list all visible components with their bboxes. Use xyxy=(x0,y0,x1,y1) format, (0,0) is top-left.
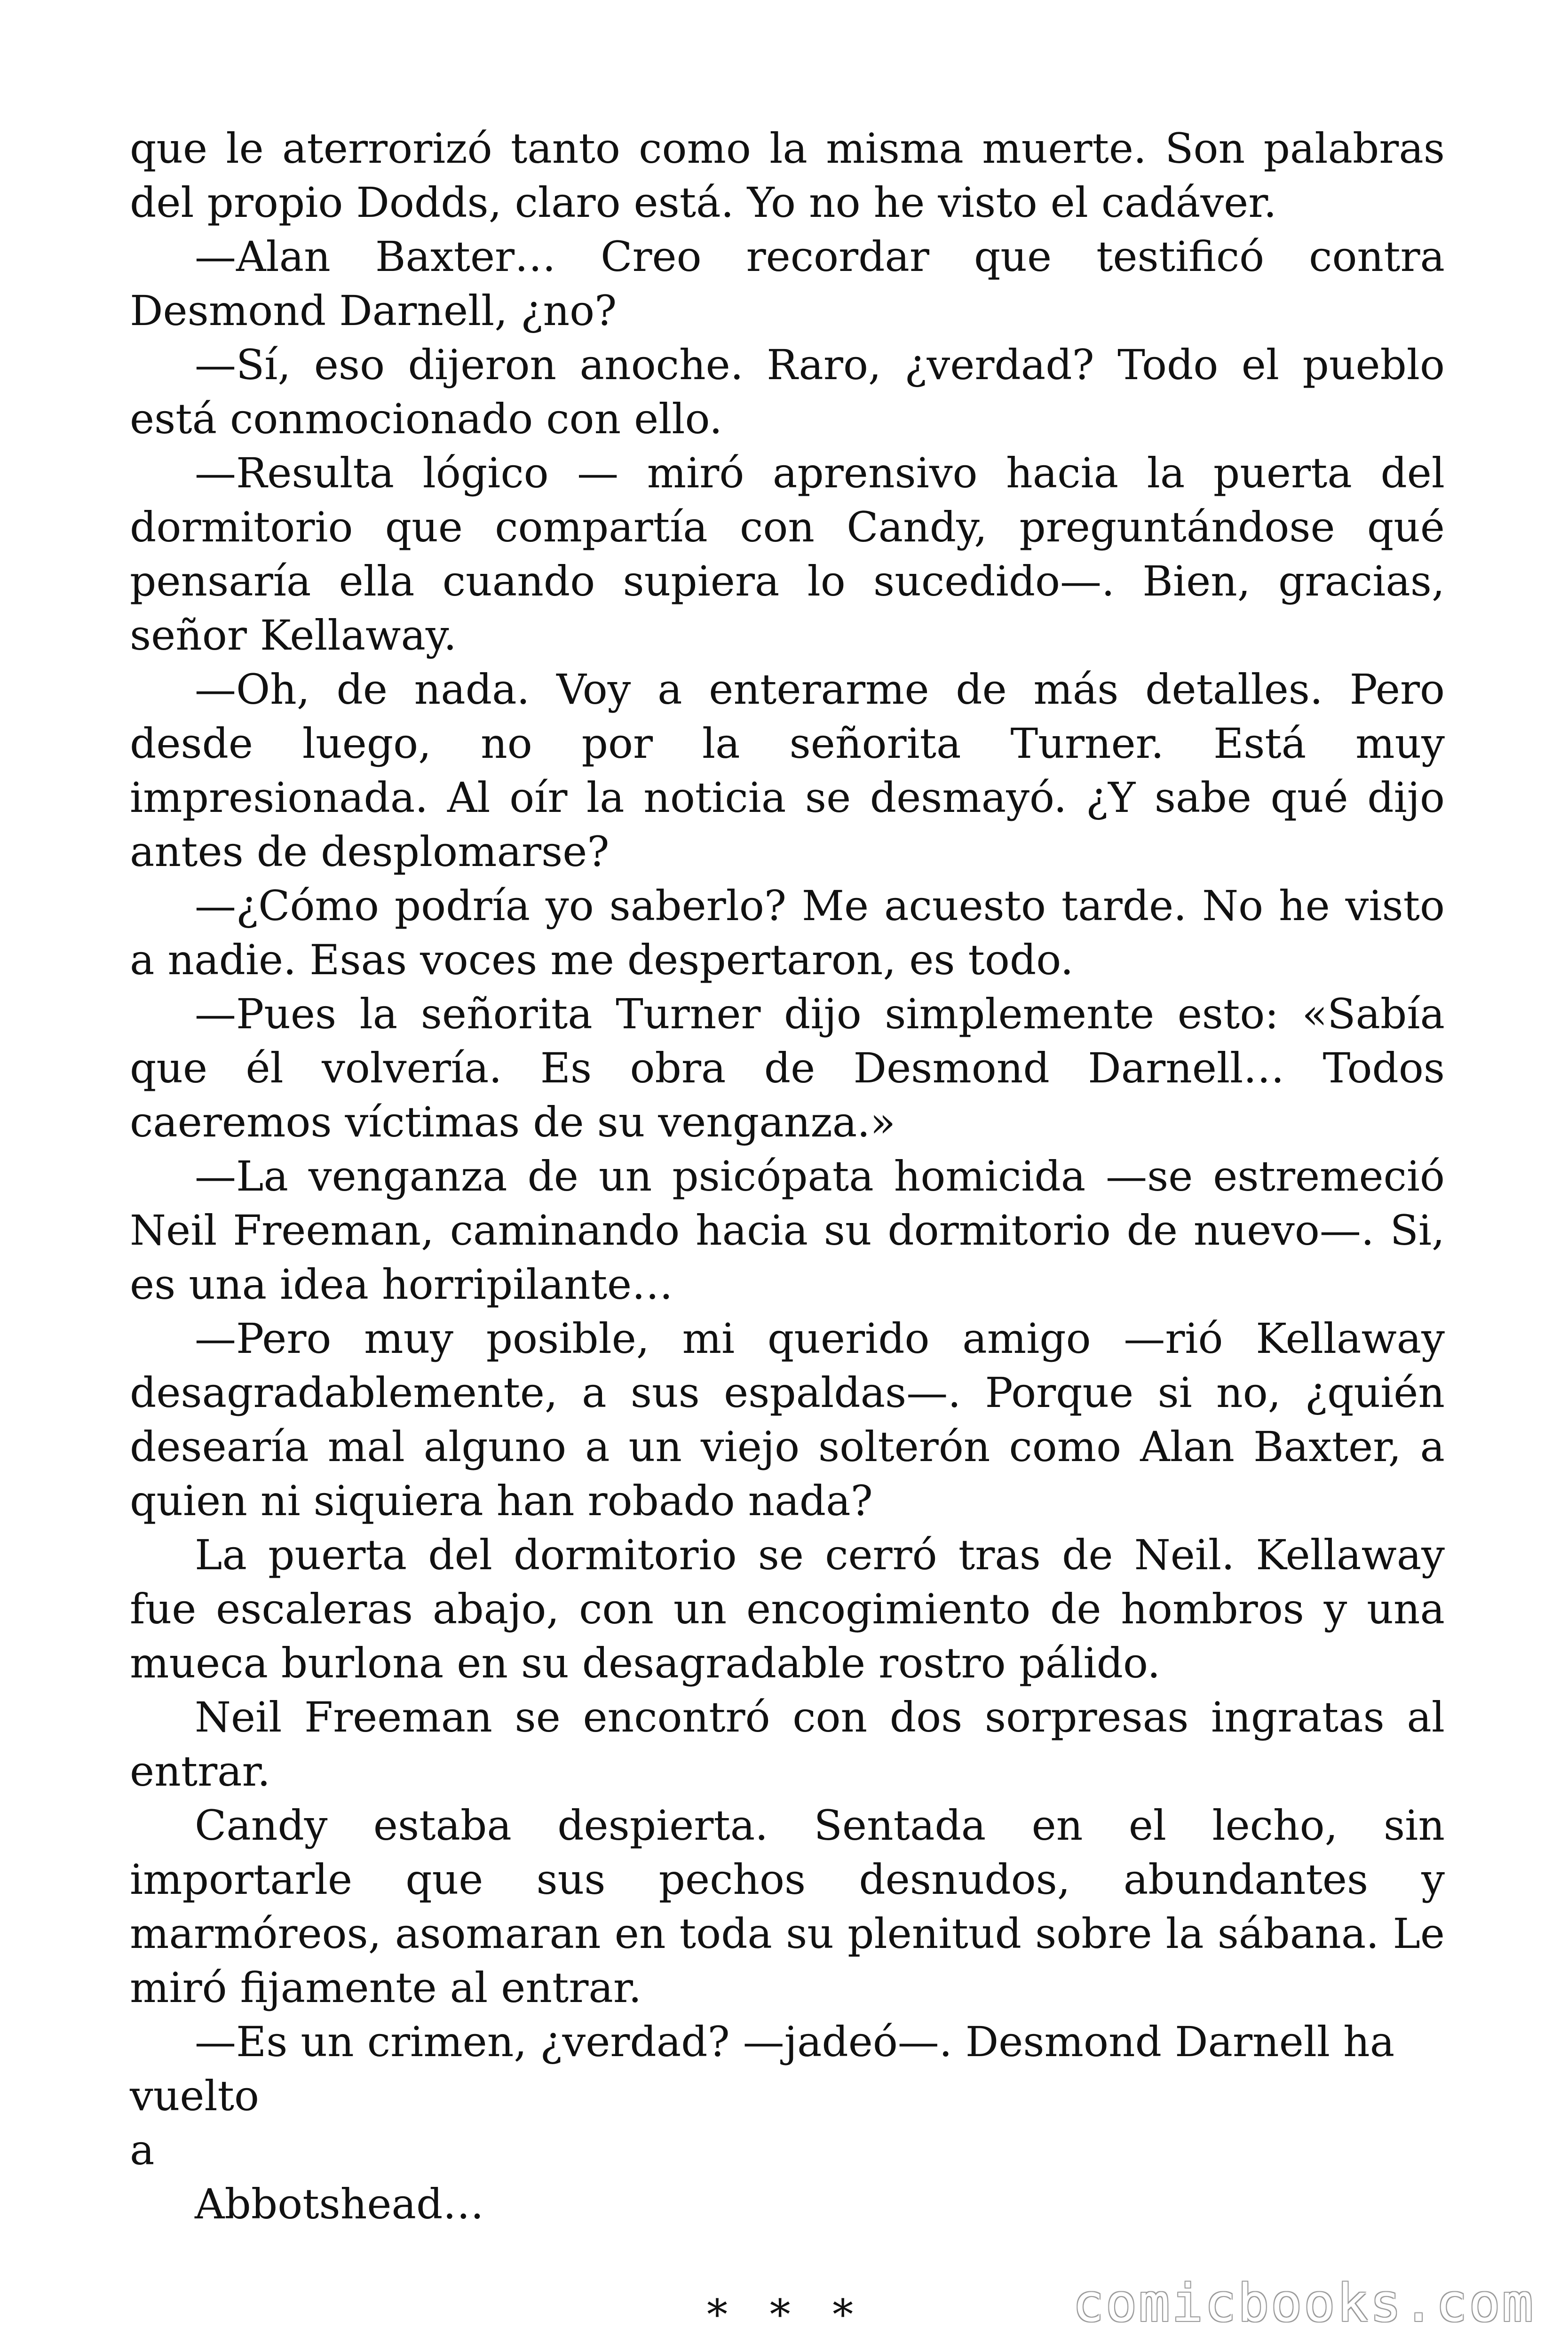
paragraph-3: —Sí, eso dijeron anoche. Raro, ¿verdad? Todo el pueblo está conmocionado con ello. xyxy=(130,341,1445,443)
paragraph-9: —Pero muy posible, mi querido amigo —rió Kellaway desagradablemente, a sus espaldas—. Porque si no, ¿quién desearía mal alguno a un viejo solterón como Alan Baxter, a quien ni siquiera han robado nada? xyxy=(130,1314,1445,1525)
paragraph-14: Abbotshead… xyxy=(195,2180,484,2228)
paragraph-6: —¿Cómo podría yo saberlo? Me acuesto tarde. No he visto a nadie. Esas voces me despertaron, es todo. xyxy=(130,882,1445,984)
watermark-logo: comicbooks.com xyxy=(1072,2273,1535,2333)
paragraph-7: —Pues la señorita Turner dijo simplemente esto: «Sabía que él volvería. Es obra de Desmond Darnell… Todos caeremos víctimas de su venganza.» xyxy=(130,990,1445,1146)
paragraph-5: —Oh, de nada. Voy a enterarme de más detalles. Pero desde luego, no por la señorita Turner. Está muy impresionada. Al oír la noticia se desmayó. ¿Y sabe qué dijo antes de desplomarse? xyxy=(130,665,1445,876)
paragraph-2: —Alan Baxter… Creo recordar que testificó contra Desmond Darnell, ¿no? xyxy=(130,232,1445,335)
paragraph-1: que le aterrorizó tanto como la misma muerte. Son palabras del propio Dodds, claro está. Yo no he visto el cadáver. xyxy=(130,124,1445,227)
page-body xyxy=(130,121,1445,2352)
paragraph-11: Neil Freeman se encontró con dos sorpresas ingratas al entrar. xyxy=(130,1693,1445,1796)
paragraph-4: —Resulta lógico — miró aprensivo hacia la puerta del dormitorio que compartía con Candy, preguntándose qué pensaría ella cuando supiera lo sucedido—. Bien, gracias, señor Kellaway. xyxy=(130,449,1445,660)
paragraph-13: —Es un crimen, ¿verdad? —jadeó—. Desmond Darnell ha vuelto xyxy=(130,2018,1395,2120)
paragraph-8: —La venganza de un psicópata homicida —se estremeció Neil Freeman, caminando hacia su dormitorio de nuevo—. Si, es una idea horripilante… xyxy=(130,1152,1445,1309)
paragraph-13-continuation: a xyxy=(130,2126,155,2174)
section-separator: * * * xyxy=(707,2290,868,2339)
paragraph-10: La puerta del dormitorio se cerró tras de Neil. Kellaway fue escaleras abajo, con un encogimiento de hombros y una mueca burlona en su desagradable rostro pálido. xyxy=(130,1531,1445,1687)
paragraph-12: Candy estaba despierta. Sentada en el lecho, sin importarle que sus pechos desnudos, abundantes y marmóreos, asomaran en toda su plenitud sobre la sábana. Le miró fijamente al entrar. xyxy=(130,1801,1445,2012)
